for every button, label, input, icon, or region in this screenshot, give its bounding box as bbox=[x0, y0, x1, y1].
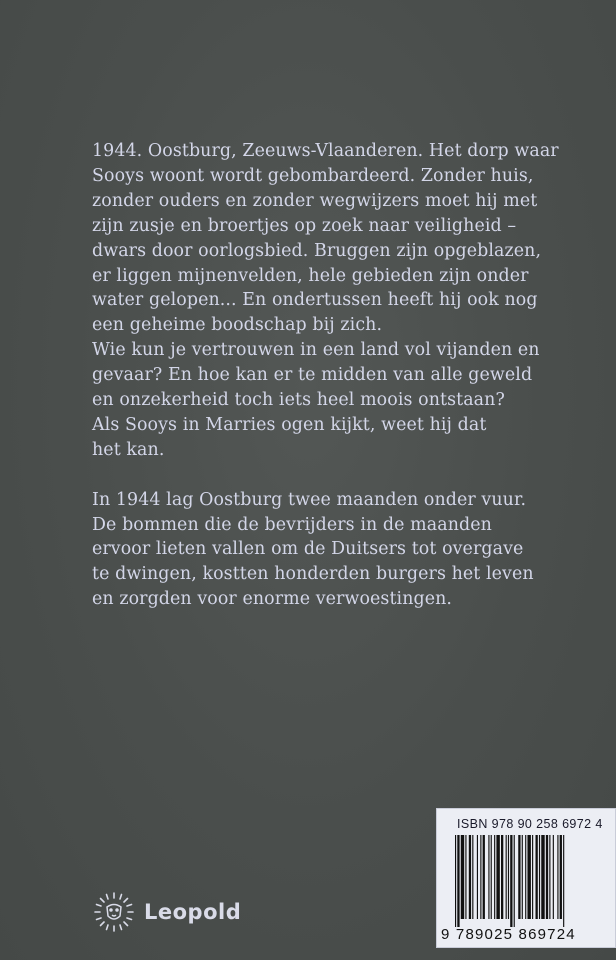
blurb-line: een geheime boodschap bij zich. bbox=[92, 315, 383, 336]
barcode-bar bbox=[496, 835, 499, 919]
barcode-bars bbox=[443, 835, 611, 927]
blurb-line: water gelopen... En ondertussen heeft hij ook nog bbox=[92, 290, 538, 311]
blurb-line: het kan. bbox=[92, 439, 165, 460]
barcode-bar bbox=[525, 835, 526, 919]
barcode-bar bbox=[506, 835, 507, 919]
blurb-line: dwars door oorlogsbied. Bruggen zijn opgeblazen, bbox=[92, 240, 542, 261]
barcode-bar bbox=[549, 835, 550, 919]
barcode-bar bbox=[461, 835, 464, 919]
blurb-line: Sooys woont wordt gebombardeerd. Zonder huis, bbox=[92, 165, 534, 186]
blurb-text bbox=[92, 139, 562, 612]
barcode-bar bbox=[465, 835, 466, 919]
barcode-bar bbox=[560, 835, 562, 919]
barcode-bar bbox=[522, 835, 523, 919]
blurb-line: De bommen die de bevrijders in de maanden bbox=[92, 514, 492, 535]
barcode-bar bbox=[532, 835, 533, 919]
barcode-bar bbox=[510, 835, 512, 927]
blurb-line: zonder ouders en zonder wegwijzers moet hij met bbox=[92, 190, 538, 211]
barcode-bar bbox=[514, 835, 515, 927]
blurb-line: te dwingen, kostten honderden burgers het leven bbox=[92, 564, 534, 585]
barcode-bar bbox=[494, 835, 495, 919]
barcode-bar bbox=[557, 835, 558, 919]
blurb-line: In 1944 lag Oostburg twee maanden onder vuur. bbox=[92, 489, 527, 510]
blurb-line: 1944. Oostburg, Zeeuws-Vlaanderen. Het dorp waar bbox=[92, 141, 559, 161]
barcode-bar bbox=[491, 835, 492, 919]
barcode-bar bbox=[457, 835, 459, 927]
blurb-line: Als Sooys in Marries ogen kijkt, weet hij dat bbox=[92, 414, 487, 435]
publisher-logo bbox=[92, 890, 241, 934]
barcode-bar bbox=[508, 835, 509, 919]
barcode-bar bbox=[501, 835, 503, 919]
blurb-line: Wie kun je vertrouwen in een land vol vijanden en bbox=[92, 340, 540, 361]
barcode-bar bbox=[455, 835, 456, 927]
blurb-line: gevaar? En hoe kan er te midden van alle geweld bbox=[92, 365, 533, 386]
barcode-bar bbox=[518, 835, 520, 919]
blurb-paragraph-2 bbox=[92, 488, 562, 613]
barcode-bar bbox=[539, 835, 540, 919]
barcode-bar bbox=[541, 835, 544, 919]
blurb-line: er liggen mijnenvelden, hele gebieden zijn onder bbox=[92, 265, 529, 286]
barcode-bar bbox=[553, 835, 554, 919]
isbn-barcode bbox=[436, 808, 616, 948]
publisher-name: Leopold bbox=[144, 900, 242, 924]
barcode-bar bbox=[488, 835, 489, 919]
barcode-bar bbox=[472, 835, 473, 919]
blurb-line: en zorgden voor enorme verwoestingen. bbox=[92, 589, 453, 610]
blurb-line: zijn zusje en broertjes op zoek naar veiligheid – bbox=[92, 215, 517, 236]
blurb-line: en onzekerheid toch iets heel moois ontstaan? bbox=[92, 390, 505, 411]
blurb-paragraph-1 bbox=[92, 139, 562, 463]
isbn-label: ISBN 978 90 258 6972 4 bbox=[457, 817, 603, 831]
barcode-bar bbox=[563, 835, 564, 927]
barcode-bar bbox=[527, 835, 530, 919]
barcode-digits: 9 789025 869724 bbox=[441, 926, 576, 943]
barcode-bar bbox=[480, 835, 481, 919]
barcode-bar bbox=[477, 835, 478, 919]
barcode-bar bbox=[546, 835, 548, 919]
blurb-line: ervoor lieten vallen om de Duitsers tot overgave bbox=[92, 539, 524, 560]
barcode-bar bbox=[469, 835, 471, 919]
lion-logo-icon bbox=[92, 890, 136, 934]
barcode-bar bbox=[536, 835, 538, 919]
barcode-bar bbox=[483, 835, 485, 919]
